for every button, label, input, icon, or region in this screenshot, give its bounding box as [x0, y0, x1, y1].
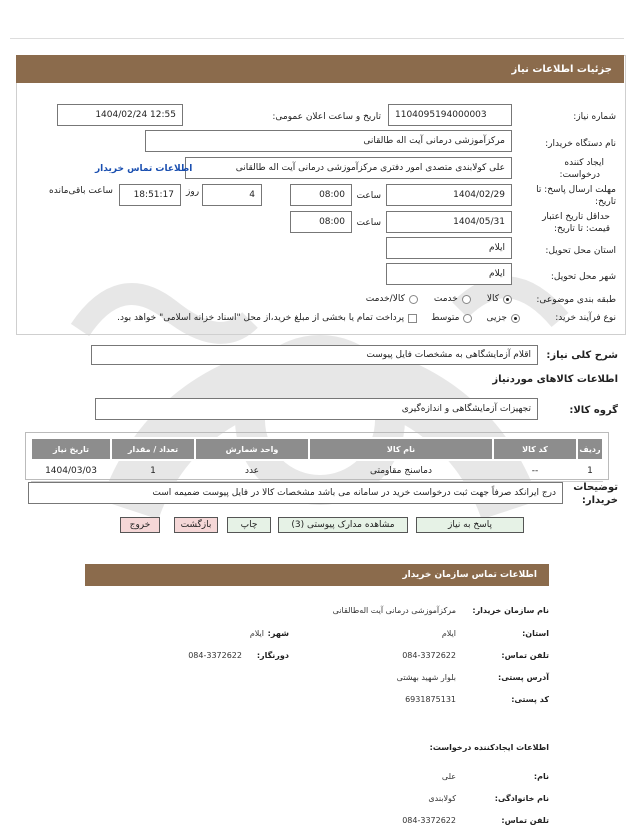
remaining-time-field: 18:51:17	[119, 184, 181, 206]
col-row: ردیف	[577, 438, 603, 460]
creator-field: علی کولابندی متصدی امور دفتری مرکزآموزشی درمانی آیت اله طالقانی	[185, 157, 512, 179]
page-title-text: جزئیات اطلاعات نیاز	[511, 63, 612, 75]
validity-label-line1: حداقل تاریخ اعتبار	[542, 212, 610, 222]
goods-info-title: اطلاعات کالاهای موردنیاز	[492, 374, 618, 385]
reply-deadline-label-line1: مهلت ارسال پاسخ: تا	[536, 185, 616, 195]
radio-selected-icon[interactable]	[511, 314, 520, 323]
creator-first-name-value: علی	[441, 772, 456, 781]
need-number-field: 1104095194000003	[388, 104, 512, 126]
contact-org-label: نام سازمان خریدار:	[472, 606, 549, 615]
contact-fax-value: 084-3372622	[188, 651, 242, 660]
items-table-container	[25, 432, 609, 480]
province-label: استان محل تحویل:	[545, 246, 616, 256]
announce-date-label: تاریخ و ساعت اعلان عمومی:	[272, 112, 381, 122]
col-qty: تعداد / مقدار	[111, 438, 195, 460]
city-field: ایلام	[386, 263, 512, 285]
purchase-option-minor[interactable]: جزیی	[486, 313, 520, 323]
category-label: طبقه بندی موضوعی:	[536, 295, 616, 305]
treasury-payment-option[interactable]: پرداخت تمام یا بخشی از مبلغ خرید،از محل "اسناد خزانه اسلامی" خواهد بود.	[117, 313, 417, 323]
announce-date-field: 1404/02/24 12:55	[57, 104, 183, 126]
contact-title-text: اطلاعات تماس سازمان خریدار	[402, 570, 537, 580]
remaining-label: ساعت باقی‌مانده	[49, 186, 113, 196]
radio-selected-icon[interactable]	[503, 295, 512, 304]
checkbox-icon[interactable]	[408, 314, 417, 323]
creator-label-line1: ایجاد کننده	[564, 158, 604, 168]
creator-phone-value: 084-3372622	[402, 816, 456, 825]
purchase-option-medium[interactable]: متوسط	[431, 313, 472, 323]
reply-button[interactable]: پاسخ به نیاز	[416, 517, 524, 533]
contact-city-label: شهر:	[267, 629, 289, 638]
col-date: تاریخ نیاز	[31, 438, 111, 460]
buyer-org-field: مرکزآموزشی درمانی آیت اله طالقانی	[145, 130, 512, 152]
province-field: ایلام	[386, 237, 512, 259]
radio-icon[interactable]	[463, 314, 472, 323]
col-name: نام کالا	[309, 438, 493, 460]
goods-group-field: تجهیزات آزمایشگاهی و اندازه‌گیری	[95, 398, 538, 420]
validity-label-line2: قیمت: تا تاریخ:	[554, 224, 610, 234]
creator-info-title: اطلاعات ایجادکننده درخواست:	[429, 743, 549, 752]
contact-address-label: آدرس پستی:	[498, 673, 549, 682]
contact-fax-label: دورنگار:	[256, 651, 289, 660]
contact-address-value: بلوار شهید بهشتی	[396, 673, 456, 682]
radio-icon[interactable]	[409, 295, 418, 304]
top-divider	[10, 38, 624, 39]
creator-first-name-label: نام:	[533, 772, 549, 781]
print-button[interactable]: چاپ	[227, 517, 271, 533]
attachments-button[interactable]: مشاهده مدارک پیوستی (3)	[278, 517, 408, 533]
reply-time-label: ساعت	[356, 191, 381, 201]
cell-date: 1404/03/03	[31, 460, 111, 482]
purchase-type-label: نوع فرآیند خرید:	[555, 313, 616, 323]
days-label: روز	[186, 187, 200, 197]
exit-button[interactable]: خروج	[120, 517, 160, 533]
buyer-contact-link[interactable]: اطلاعات تماس خریدار	[95, 164, 193, 174]
validity-time-field: 08:00	[290, 211, 352, 233]
contact-postal-label: کد پستی:	[511, 695, 549, 704]
notes-field: درج ایرانکد صرفاً جهت ثبت درخواست خرید در سامانه می باشد مشخصات کالا در فایل پیوست ضمیمه است	[28, 482, 563, 504]
buyer-org-label: نام دستگاه خریدار:	[545, 139, 616, 149]
reply-deadline-label-line2: تاریخ:	[595, 197, 616, 207]
category-option-service[interactable]: خدمت	[434, 294, 471, 304]
goods-group-label: گروه کالا:	[569, 405, 618, 416]
cell-code: --	[493, 460, 577, 482]
col-code: کد کالا	[493, 438, 577, 460]
contact-phone-label: تلفن تماس:	[501, 651, 549, 660]
contact-org-value: مرکزآموزشی درمانی آیت اله‌طالقانی	[332, 606, 456, 615]
contact-section-title	[85, 564, 549, 586]
cell-qty: 1	[111, 460, 195, 482]
need-number-label: شماره نیاز:	[573, 112, 616, 122]
days-field: 4	[202, 184, 262, 206]
city-label: شهر محل تحویل:	[550, 272, 616, 282]
back-button[interactable]: بازگشت	[174, 517, 218, 533]
contact-phone-value: 084-3372622	[402, 651, 456, 660]
col-unit: واحد شمارش	[195, 438, 309, 460]
purchase-type-radio-group	[60, 311, 520, 325]
creator-last-name-value: کولابندی	[428, 794, 456, 803]
notes-label-line1: توضیحات	[573, 482, 618, 493]
cell-name: دماسنج مقاومتی	[309, 460, 493, 482]
page-title	[16, 55, 624, 83]
category-option-goods-service[interactable]: کالا/خدمت	[366, 294, 418, 304]
radio-icon[interactable]	[462, 295, 471, 304]
summary-field: اقلام آزمایشگاهی به مشخصات فایل پیوست	[91, 345, 538, 365]
cell-unit: عدد	[195, 460, 309, 482]
category-radio-group	[340, 292, 512, 306]
contact-province-label: استان:	[522, 629, 549, 638]
cell-row: 1	[577, 460, 603, 482]
validity-date-field: 1404/05/31	[386, 211, 512, 233]
table-row[interactable]	[31, 460, 603, 482]
table-header-row	[31, 438, 603, 460]
category-option-goods[interactable]: کالا	[487, 294, 512, 304]
reply-date-field: 1404/02/29	[386, 184, 512, 206]
contact-postal-value: 6931875131	[405, 695, 456, 704]
creator-last-name-label: نام خانوادگی:	[494, 794, 549, 803]
validity-time-label: ساعت	[356, 218, 381, 228]
creator-phone-label: تلفن تماس:	[501, 816, 549, 825]
contact-city-value: ایلام	[249, 629, 264, 638]
contact-province-value: ایلام	[441, 629, 456, 638]
reply-time-field: 08:00	[290, 184, 352, 206]
creator-label-line2: درخواست:	[559, 170, 600, 180]
items-table	[30, 437, 604, 482]
summary-label: شرح کلی نیاز:	[546, 350, 618, 361]
notes-label-line2: خریدار:	[581, 495, 618, 506]
